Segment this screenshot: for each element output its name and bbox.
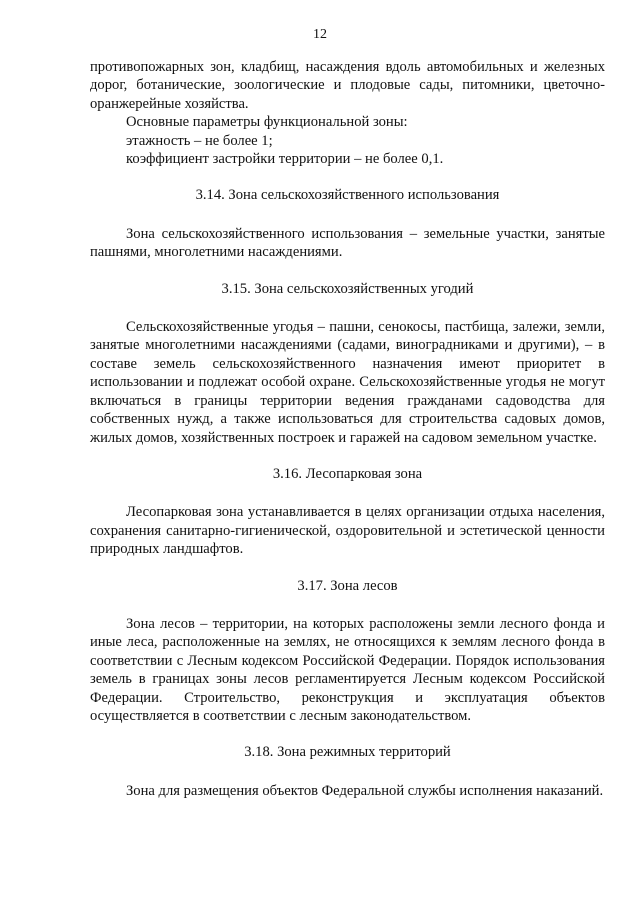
section-text-3-16: Лесопарковая зона устанавливается в целях организации отдыха населения, сохранения санитарно-гигиенической, оздоровительной и эстетической ценности природных ландшафтов.: [90, 504, 605, 558]
section-heading-3-16: 3.16. Лесопарковая зона: [272, 465, 423, 482]
document-body: [90, 58, 605, 800]
section-heading-3-14: 3.14. Зона сельскохозяйственного использования: [195, 187, 500, 204]
section-text-3-17: Зона лесов – территории, на которых расположены земли лесного фонда и иные леса, расположенные на землях, не относящихся к землям лесного фонда в соответствии с Лесным кодексом Российской Федерации. Порядок использования земель в границах зоны лесов регламентируется Лесным кодексом Российской Федерации. Строительство, реконструкция и эксплуатация объектов осуществляется в соответствии с лесным законодательством.: [90, 615, 605, 724]
section-heading-3-17: 3.17. Зона лесов: [297, 577, 398, 594]
section-text-3-15: Сельскохозяйственные угодья – пашни, сенокосы, пастбища, залежи, земли, занятые многолетними насаждениями (садами, виноградниками и другими), – в составе земель сельскохозяйственного назначения имеют приоритет в использовании и подлежат особой охране. Сельскохозяйственные угодья не могут включаться в границы территории ведения гражданами садоводства для собственных нужд, а также использоваться для строительства садовых домов, жилых домов, хозяйственных построек и гаражей на садовом земельном участке.: [90, 319, 605, 446]
page-number: 12: [313, 27, 327, 42]
section-heading-3-18: 3.18. Зона режимных территорий: [244, 744, 451, 761]
section-heading-3-15: 3.15. Зона сельскохозяйственных угодий: [221, 280, 474, 297]
intro-paragraph: противопожарных зон, кладбищ, насаждения вдоль автомобильных и железных дорог, ботанические, зоологические и плодовые сады, питомники, цветочно-оранжерейные хозяйства.: [90, 59, 605, 112]
section-text-3-18: Зона для размещения объектов Федеральной службы исполнения наказаний.: [126, 782, 604, 799]
section-text-3-14: Зона сельскохозяйственного использования – земельные участки, занятые пашнями, многолетними насаждениями.: [90, 225, 605, 261]
param-coverage: коэффициент застройки территории – не более 0,1.: [126, 151, 444, 168]
params-title: Основные параметры функциональной зоны:: [126, 114, 408, 131]
param-floors: этажность – не более 1;: [126, 132, 273, 149]
